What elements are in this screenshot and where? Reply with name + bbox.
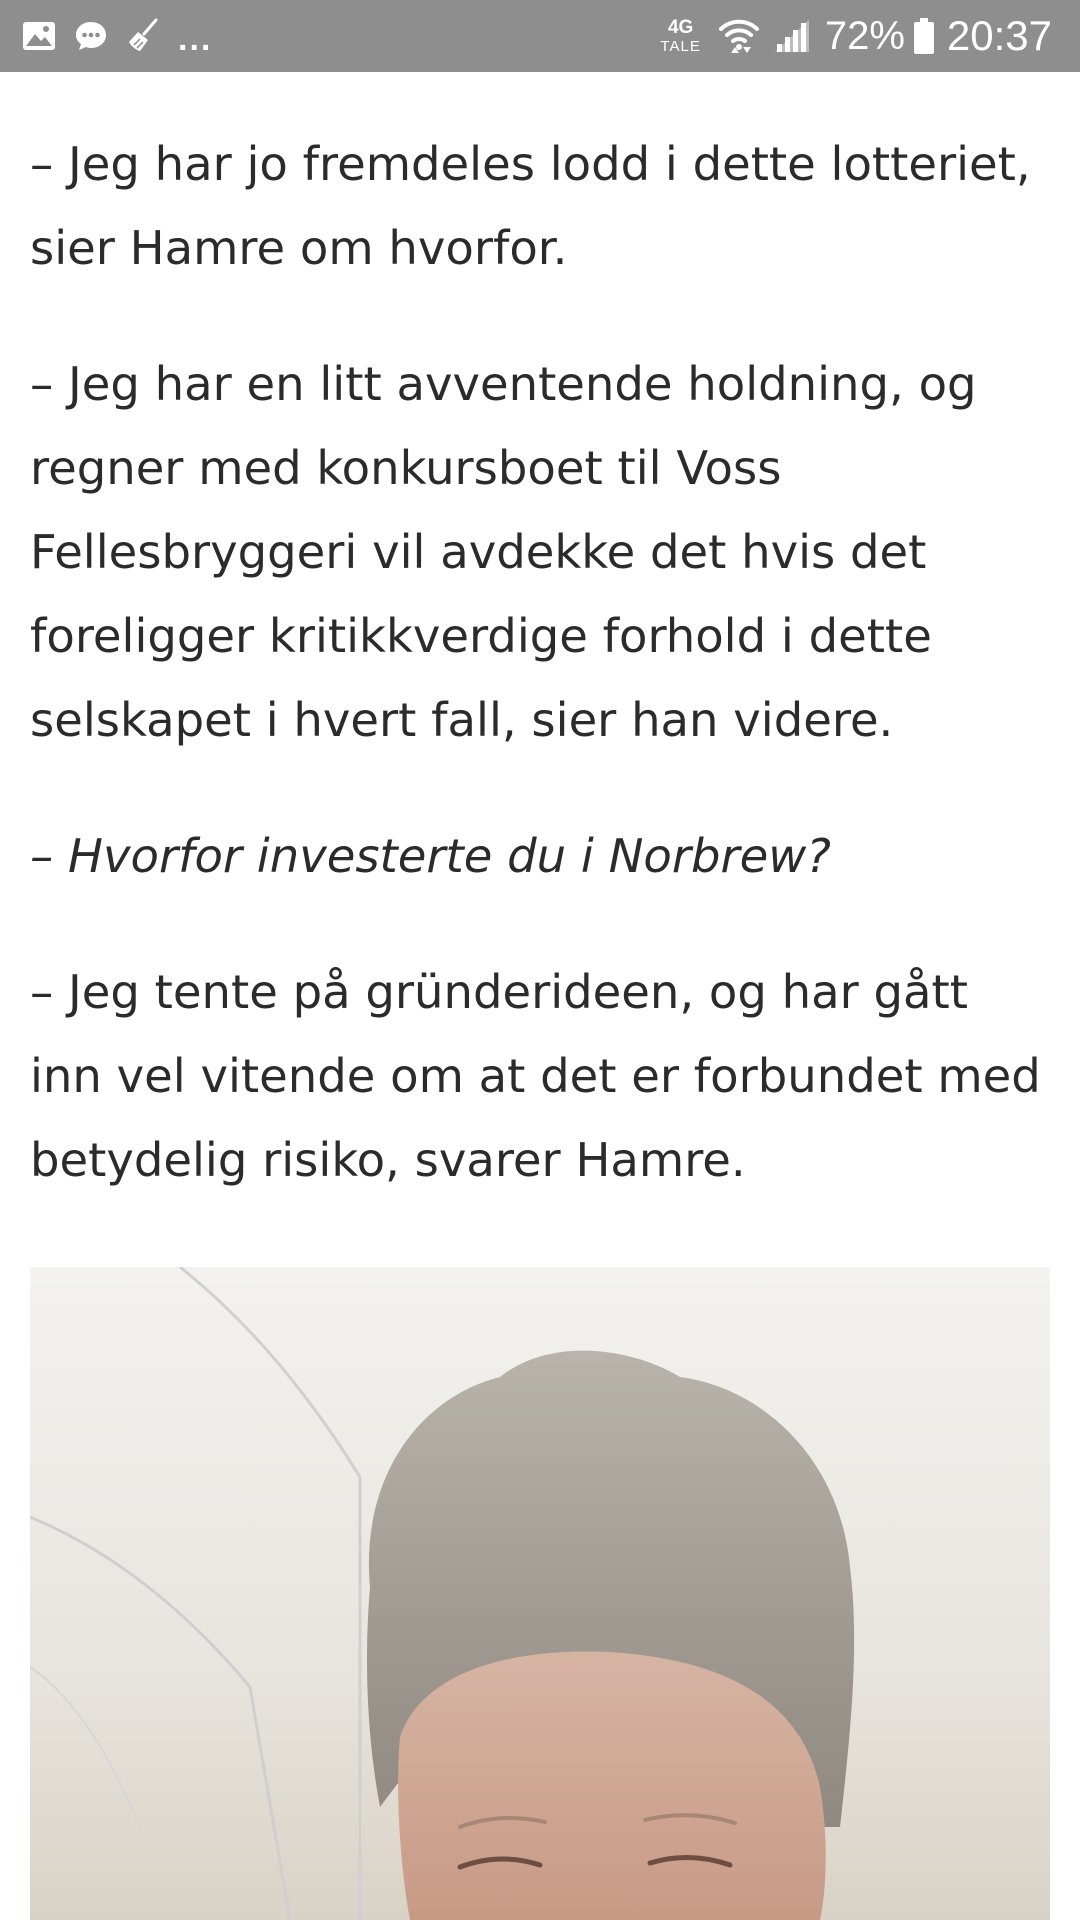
interview-question: – Hvorfor investerte du i Norbrew? [30, 829, 831, 883]
more-notifications: ... [178, 19, 213, 58]
article-paragraph: – Jeg har jo fremdeles lodd i dette lotteriet, sier Hamre om hvorfor. [30, 137, 1031, 275]
network-type [660, 18, 700, 54]
portrait-photo[interactable] [30, 1267, 1050, 1920]
portrait-illustration [30, 1267, 1050, 1920]
network-sub-label: TALE [660, 38, 701, 55]
status-bar [0, 0, 1080, 72]
system-icons [660, 0, 1052, 72]
gallery-icon [22, 21, 56, 51]
article-body [30, 122, 1050, 1254]
notification-icons [22, 0, 212, 72]
broom-icon [126, 18, 160, 54]
network-gen-label: 4G [667, 17, 694, 38]
clock: 20:37 [946, 12, 1052, 59]
article-paragraph: – Jeg har en litt avventende holdning, og regner med konkursboet til Voss Fellesbryggeri vil avdekke det hvis det foreligger kritikkverdige forhold i dette selskapet i hvert fall, sier han videre. [30, 357, 977, 747]
chat-icon [74, 19, 108, 53]
article-paragraph: – Jeg tente på gründerideen, og har gått inn vel vitende om at det er forbundet med betydelig risiko, svarer Hamre. [30, 965, 1041, 1187]
battery-icon [913, 17, 935, 55]
signal-icon [773, 18, 811, 54]
battery-percentage: 72% [824, 13, 905, 58]
wifi-icon [719, 17, 759, 55]
